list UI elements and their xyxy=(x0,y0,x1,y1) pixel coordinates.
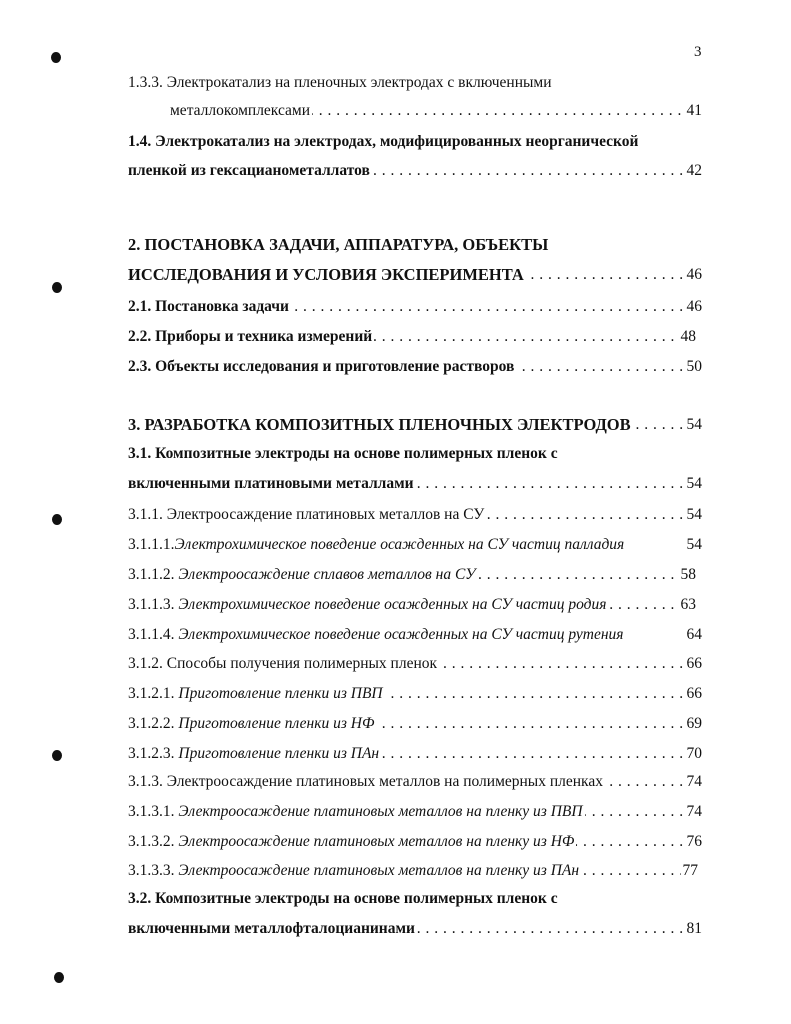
toc-entry-title: . . . 3.1.3. Электроосаждение платиновых металлов на полимерных пленках xyxy=(128,771,605,793)
toc-entry xyxy=(128,713,702,735)
toc-entry-number: 3.1.3.3. xyxy=(128,862,175,879)
toc-page-number: 46 xyxy=(685,296,703,318)
toc-entry xyxy=(128,918,702,940)
toc-section-heading xyxy=(128,234,702,256)
toc-entry xyxy=(128,594,696,616)
toc-page-number: 66 xyxy=(685,653,703,675)
binding-hole-mark xyxy=(52,282,62,293)
toc-entry xyxy=(128,504,702,526)
toc-entry xyxy=(128,888,702,910)
toc-entry xyxy=(128,801,702,823)
toc-entry-number: 3.1.3.2. xyxy=(128,833,175,850)
toc-entry xyxy=(128,356,702,378)
toc-entry-number: 3.1.3.1. xyxy=(128,803,175,820)
toc-entry-title: . . . 3.1.2. Способы получения полимерных пленок xyxy=(128,653,439,675)
binding-hole-mark xyxy=(52,514,62,525)
toc-entry xyxy=(128,131,702,153)
toc-page-number: 66 xyxy=(685,683,703,705)
toc-entry xyxy=(128,771,702,793)
toc-entry-title: Электрохимическое поведение осажденных на СУ частиц палладия xyxy=(174,536,625,553)
toc-page-number: 63 xyxy=(679,594,697,616)
toc-entry-title: . . . ИССЛЕДОВАНИЯ И УСЛОВИЯ ЭКСПЕРИМЕНТА xyxy=(128,265,524,284)
toc-entry-number: 3.1.1.2. xyxy=(128,566,175,583)
toc-entry-number: 3.1.2.3. xyxy=(128,745,175,762)
toc-entry xyxy=(128,473,702,495)
toc-page-number: 48 xyxy=(679,326,697,348)
toc-entry-title: 3.1. Композитные электроды на основе полимерных пленок с xyxy=(128,443,560,465)
toc-entry-title: . . . 2.1. Постановка задачи xyxy=(128,296,291,318)
toc-page-number: 76 xyxy=(685,831,703,853)
toc-entry xyxy=(128,72,702,94)
toc-entry-title: . . . металлокомплексами xyxy=(170,100,312,122)
toc-section-heading xyxy=(128,264,702,286)
toc-page-number: 69 xyxy=(685,713,703,735)
toc-entry xyxy=(170,100,702,122)
toc-entry-title: . . . 2.2. Приборы и техника измерений xyxy=(128,326,374,348)
toc-entry-title: . . . 3. РАЗРАБОТКА КОМПОЗИТНЫХ ПЛЕНОЧНЫХ ЭЛЕКТРОДОВ xyxy=(128,415,631,434)
toc-entry-number: 3.1.1.3. xyxy=(128,596,175,613)
toc-section-heading xyxy=(128,414,702,436)
toc-entry-title: . . . 3.1.1. Электроосаждение платиновых металлов на СУ xyxy=(128,504,486,526)
toc-entry xyxy=(128,326,696,348)
toc-page-number: 70 xyxy=(685,743,703,765)
toc-entry xyxy=(128,564,696,586)
toc-entry-title: Электроосаждение платиновых металлов на пленку из НФ xyxy=(178,833,575,850)
toc-page-number: 77 xyxy=(681,860,699,882)
toc-entry-number: 3.1.2.1. xyxy=(128,685,175,702)
toc-page-number: 74 xyxy=(685,801,703,823)
toc-page-number: 54 xyxy=(685,414,703,436)
toc-entry-title: Электрохимическое поведение осажденных на СУ частиц родия xyxy=(178,596,607,613)
toc-entry-title: 1.4. Электрокатализ на электродах, модифицированных неорганической xyxy=(128,131,640,153)
toc-page-number: 64 xyxy=(685,624,703,646)
toc-page-number: 42 xyxy=(685,160,703,182)
toc-entry xyxy=(128,534,702,556)
toc-entry xyxy=(128,831,702,853)
toc-page-number: 74 xyxy=(685,771,703,793)
toc-entry-title: 1.3.3. Электрокатализ на пленочных электродах с включенными xyxy=(128,72,554,94)
toc-entry-title: 3.2. Композитные электроды на основе полимерных пленок с xyxy=(128,888,560,910)
toc-entry xyxy=(128,443,702,465)
toc-entry-title: Электроосаждение платиновых металлов на пленку из ПАн xyxy=(178,862,580,879)
toc-page-number: 54 xyxy=(685,473,703,495)
toc-entry xyxy=(128,743,702,765)
binding-hole-mark xyxy=(54,972,64,983)
binding-hole-mark xyxy=(52,750,62,761)
toc-entry-title: Приготовление пленки из ПАн xyxy=(178,745,380,762)
toc-entry-title: . . . включенными металлофталоцианинами xyxy=(128,918,417,940)
toc-entry xyxy=(128,624,702,646)
toc-entry-title: . . . включенными платиновыми металлами xyxy=(128,473,416,495)
toc-entry xyxy=(128,860,698,882)
toc-entry-title: 2. ПОСТАНОВКА ЗАДАЧИ, АППАРАТУРА, ОБЪЕКТЫ xyxy=(128,235,549,254)
toc-entry-title: Приготовление пленки из ПВП xyxy=(178,685,383,702)
toc-page-number: 54 xyxy=(685,534,703,556)
toc-entry xyxy=(128,683,702,705)
toc-page-number: 50 xyxy=(685,356,703,378)
toc-page-number: 41 xyxy=(685,100,703,122)
toc-entry xyxy=(128,160,702,182)
toc-entry xyxy=(128,653,702,675)
page-number: 3 xyxy=(694,44,702,60)
toc-entry-title: . . . 2.3. Объекты исследования и приготовление растворов xyxy=(128,356,516,378)
toc-entry-title: . . . пленкой из гексацианометаллатов xyxy=(128,160,372,182)
toc-entry-title: Приготовление пленки из НФ xyxy=(178,715,375,732)
toc-page-number: 46 xyxy=(685,264,703,286)
toc-entry-number: 3.1.1.4. xyxy=(128,626,175,643)
toc-entry-number: 3.1.2.2. xyxy=(128,715,175,732)
toc-entry xyxy=(128,296,702,318)
toc-entry-title: Электроосаждение сплавов металлов на СУ xyxy=(178,566,476,583)
toc-entry-title: Электрохимическое поведение осажденных на СУ частиц рутения xyxy=(178,626,624,643)
toc-page-number: 81 xyxy=(685,918,703,940)
binding-hole-mark xyxy=(51,52,61,63)
toc-page-number: 54 xyxy=(685,504,703,526)
toc-page-number: 58 xyxy=(679,564,697,586)
toc-entry-title: Электроосаждение платиновых металлов на пленку из ПВП xyxy=(178,803,583,820)
toc-entry-number: 3.1.1.1. xyxy=(128,536,175,553)
